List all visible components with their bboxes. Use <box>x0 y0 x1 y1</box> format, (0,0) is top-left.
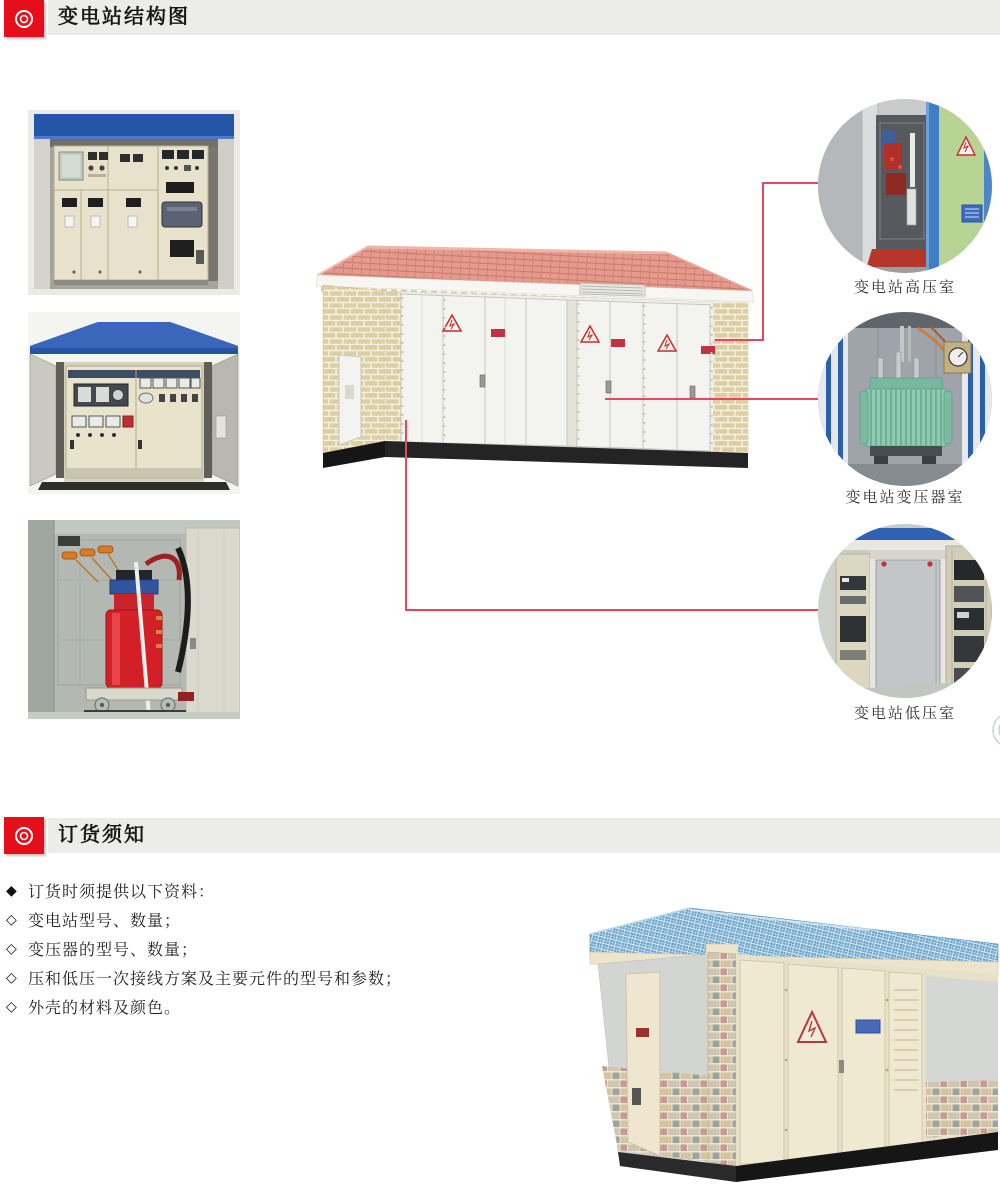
section1-title: 变电站结构图 <box>58 6 190 28</box>
switchgear-cabinets <box>54 146 208 280</box>
list-item: ◇ 变压器的型号、数量； <box>6 940 199 959</box>
cast-resin-transformer <box>106 570 162 698</box>
transformer-room-photo <box>818 312 992 486</box>
hv-room-photo <box>818 99 992 273</box>
nameplate <box>856 1020 880 1033</box>
left-cabinet <box>836 554 870 690</box>
lv-room-label: 变电站低压室 <box>853 705 956 722</box>
front-face <box>736 954 998 1166</box>
diamond-filled-icon: ◆ <box>6 882 17 898</box>
hv-switchgear-photo <box>28 110 240 300</box>
diamond-outline-icon: ◇ <box>6 998 17 1014</box>
lv-panel-photo <box>28 312 240 499</box>
green-door <box>939 99 988 273</box>
list-item: ◇ 变电站型号、数量； <box>6 911 182 930</box>
corner-stone-pillar <box>706 944 738 1166</box>
louver-vent <box>580 283 645 296</box>
side-door <box>339 355 361 445</box>
lv-room-photo <box>818 524 992 698</box>
section2-title: 订货须知 <box>58 824 146 846</box>
transformer-room-label: 变电站变压器室 <box>845 489 965 506</box>
list-item: ◆ 订货时须提供以下资料： <box>6 882 216 901</box>
doorway <box>870 550 946 698</box>
gray-door <box>876 560 940 690</box>
section1-header-bar <box>48 0 1000 35</box>
bullseye-icon <box>4 817 44 854</box>
door-handle <box>839 1060 844 1073</box>
list-item: ◇ 压和低压一次接线方案及主要元件的型号和参数； <box>6 969 403 988</box>
diamond-outline-icon: ◇ <box>6 911 17 927</box>
list-item: ◇ 外壳的材料及颜色。 <box>6 998 182 1017</box>
substation-product-photo <box>560 880 1000 1194</box>
side-door <box>626 972 660 1156</box>
left-side-wall <box>598 954 712 1162</box>
hv-room-label: 变电站高压室 <box>853 279 956 296</box>
lv-panel-cabinet <box>66 366 202 478</box>
open-door <box>186 528 240 718</box>
right-rack <box>946 546 992 698</box>
substation-building-illustration <box>305 225 765 480</box>
diamond-outline-icon: ◇ <box>6 940 17 956</box>
diamond-outline-icon: ◇ <box>6 969 17 985</box>
bullseye-icon <box>4 0 44 37</box>
cabinet-roof <box>34 114 234 138</box>
section2-header-bar <box>48 818 1000 853</box>
door-panels <box>401 294 710 451</box>
ordering-requirements-list <box>6 876 646 1021</box>
dry-transformer-photo <box>28 520 240 724</box>
